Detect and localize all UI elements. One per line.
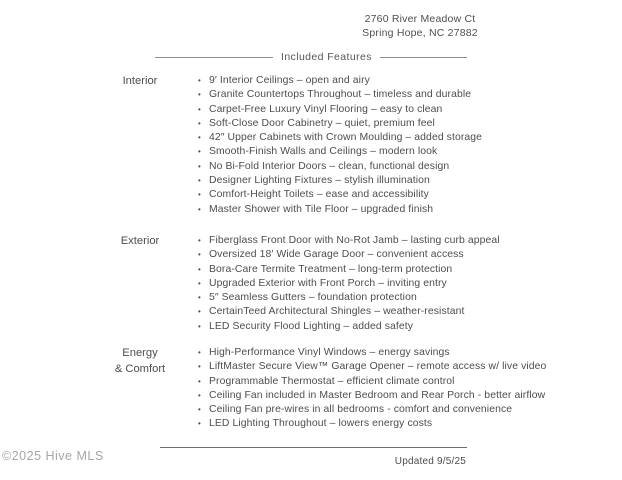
section-label-line: Interior	[122, 75, 158, 87]
feature-item: • High-Performance Vinyl Windows – energy savings	[198, 346, 598, 360]
footer-rule	[160, 447, 467, 448]
section-label	[88, 74, 192, 90]
feature-list	[198, 74, 598, 217]
updated-date: Updated 9/5/25	[394, 456, 466, 467]
feature-item: • Designer Lighting Fixtures – stylish illumination	[198, 174, 598, 188]
feature-item: • Ceiling Fan included in Master Bedroom and Rear Porch - better airflow	[198, 389, 598, 403]
feature-item: • 5″ Seamless Gutters – foundation protection	[198, 291, 598, 305]
included-features-divider	[155, 51, 467, 63]
feature-item: • Granite Countertops Throughout – timeless and durable	[198, 88, 598, 102]
feature-item: • 42″ Upper Cabinets with Crown Moulding – added storage	[198, 131, 598, 145]
section-label	[88, 234, 192, 250]
divider-rule-left	[155, 57, 273, 58]
address-line2: Spring Hope, NC 27882	[362, 26, 478, 39]
section-label-line: Exterior	[120, 235, 160, 247]
feature-item: • 9′ Interior Ceilings – open and airy	[198, 74, 598, 88]
address-line1: 2760 River Meadow Ct	[364, 13, 476, 25]
mls-watermark: ©2025 Hive MLS	[2, 449, 104, 463]
feature-item: • Programmable Thermostat – efficient climate control	[198, 375, 598, 389]
feature-list	[198, 234, 598, 334]
section-label	[88, 346, 192, 377]
section-label-line: & Comfort	[114, 362, 166, 375]
feature-item: • No Bi-Fold Interior Doors – clean, functional design	[198, 160, 598, 174]
feature-item: • Comfort-Height Toilets – ease and accessibility	[198, 188, 598, 202]
feature-item: • Soft-Close Door Cabinetry – quiet, premium feel	[198, 117, 598, 131]
section-label-line: Energy	[122, 347, 158, 359]
feature-item: • LED Lighting Throughout – lowers energy costs	[198, 417, 598, 431]
feature-item: • Oversized 18′ Wide Garage Door – convenient access	[198, 248, 598, 262]
feature-list	[198, 346, 598, 432]
feature-item: • LED Security Flood Lighting – added safety	[198, 320, 598, 334]
feature-item: • Ceiling Fan pre-wires in all bedrooms - comfort and convenience	[198, 403, 598, 417]
divider-title: Included Features	[281, 51, 372, 63]
feature-item: • Bora-Care Termite Treatment – long-term protection	[198, 263, 598, 277]
feature-item: • CertainTeed Architectural Shingles – weather-resistant	[198, 305, 598, 319]
divider-rule-right	[380, 57, 467, 58]
feature-item: • Fiberglass Front Door with No-Rot Jamb – lasting curb appeal	[198, 234, 598, 248]
feature-item: • Master Shower with Tile Floor – upgraded finish	[198, 203, 598, 217]
feature-item: • Upgraded Exterior with Front Porch – inviting entry	[198, 277, 598, 291]
address-block	[330, 13, 510, 40]
feature-item: • Carpet-Free Luxury Vinyl Flooring – easy to clean	[198, 103, 598, 117]
feature-item: • Smooth-Finish Walls and Ceilings – modern look	[198, 145, 598, 159]
feature-item: • LiftMaster Secure View™ Garage Opener – remote access w/ live video	[198, 360, 598, 374]
